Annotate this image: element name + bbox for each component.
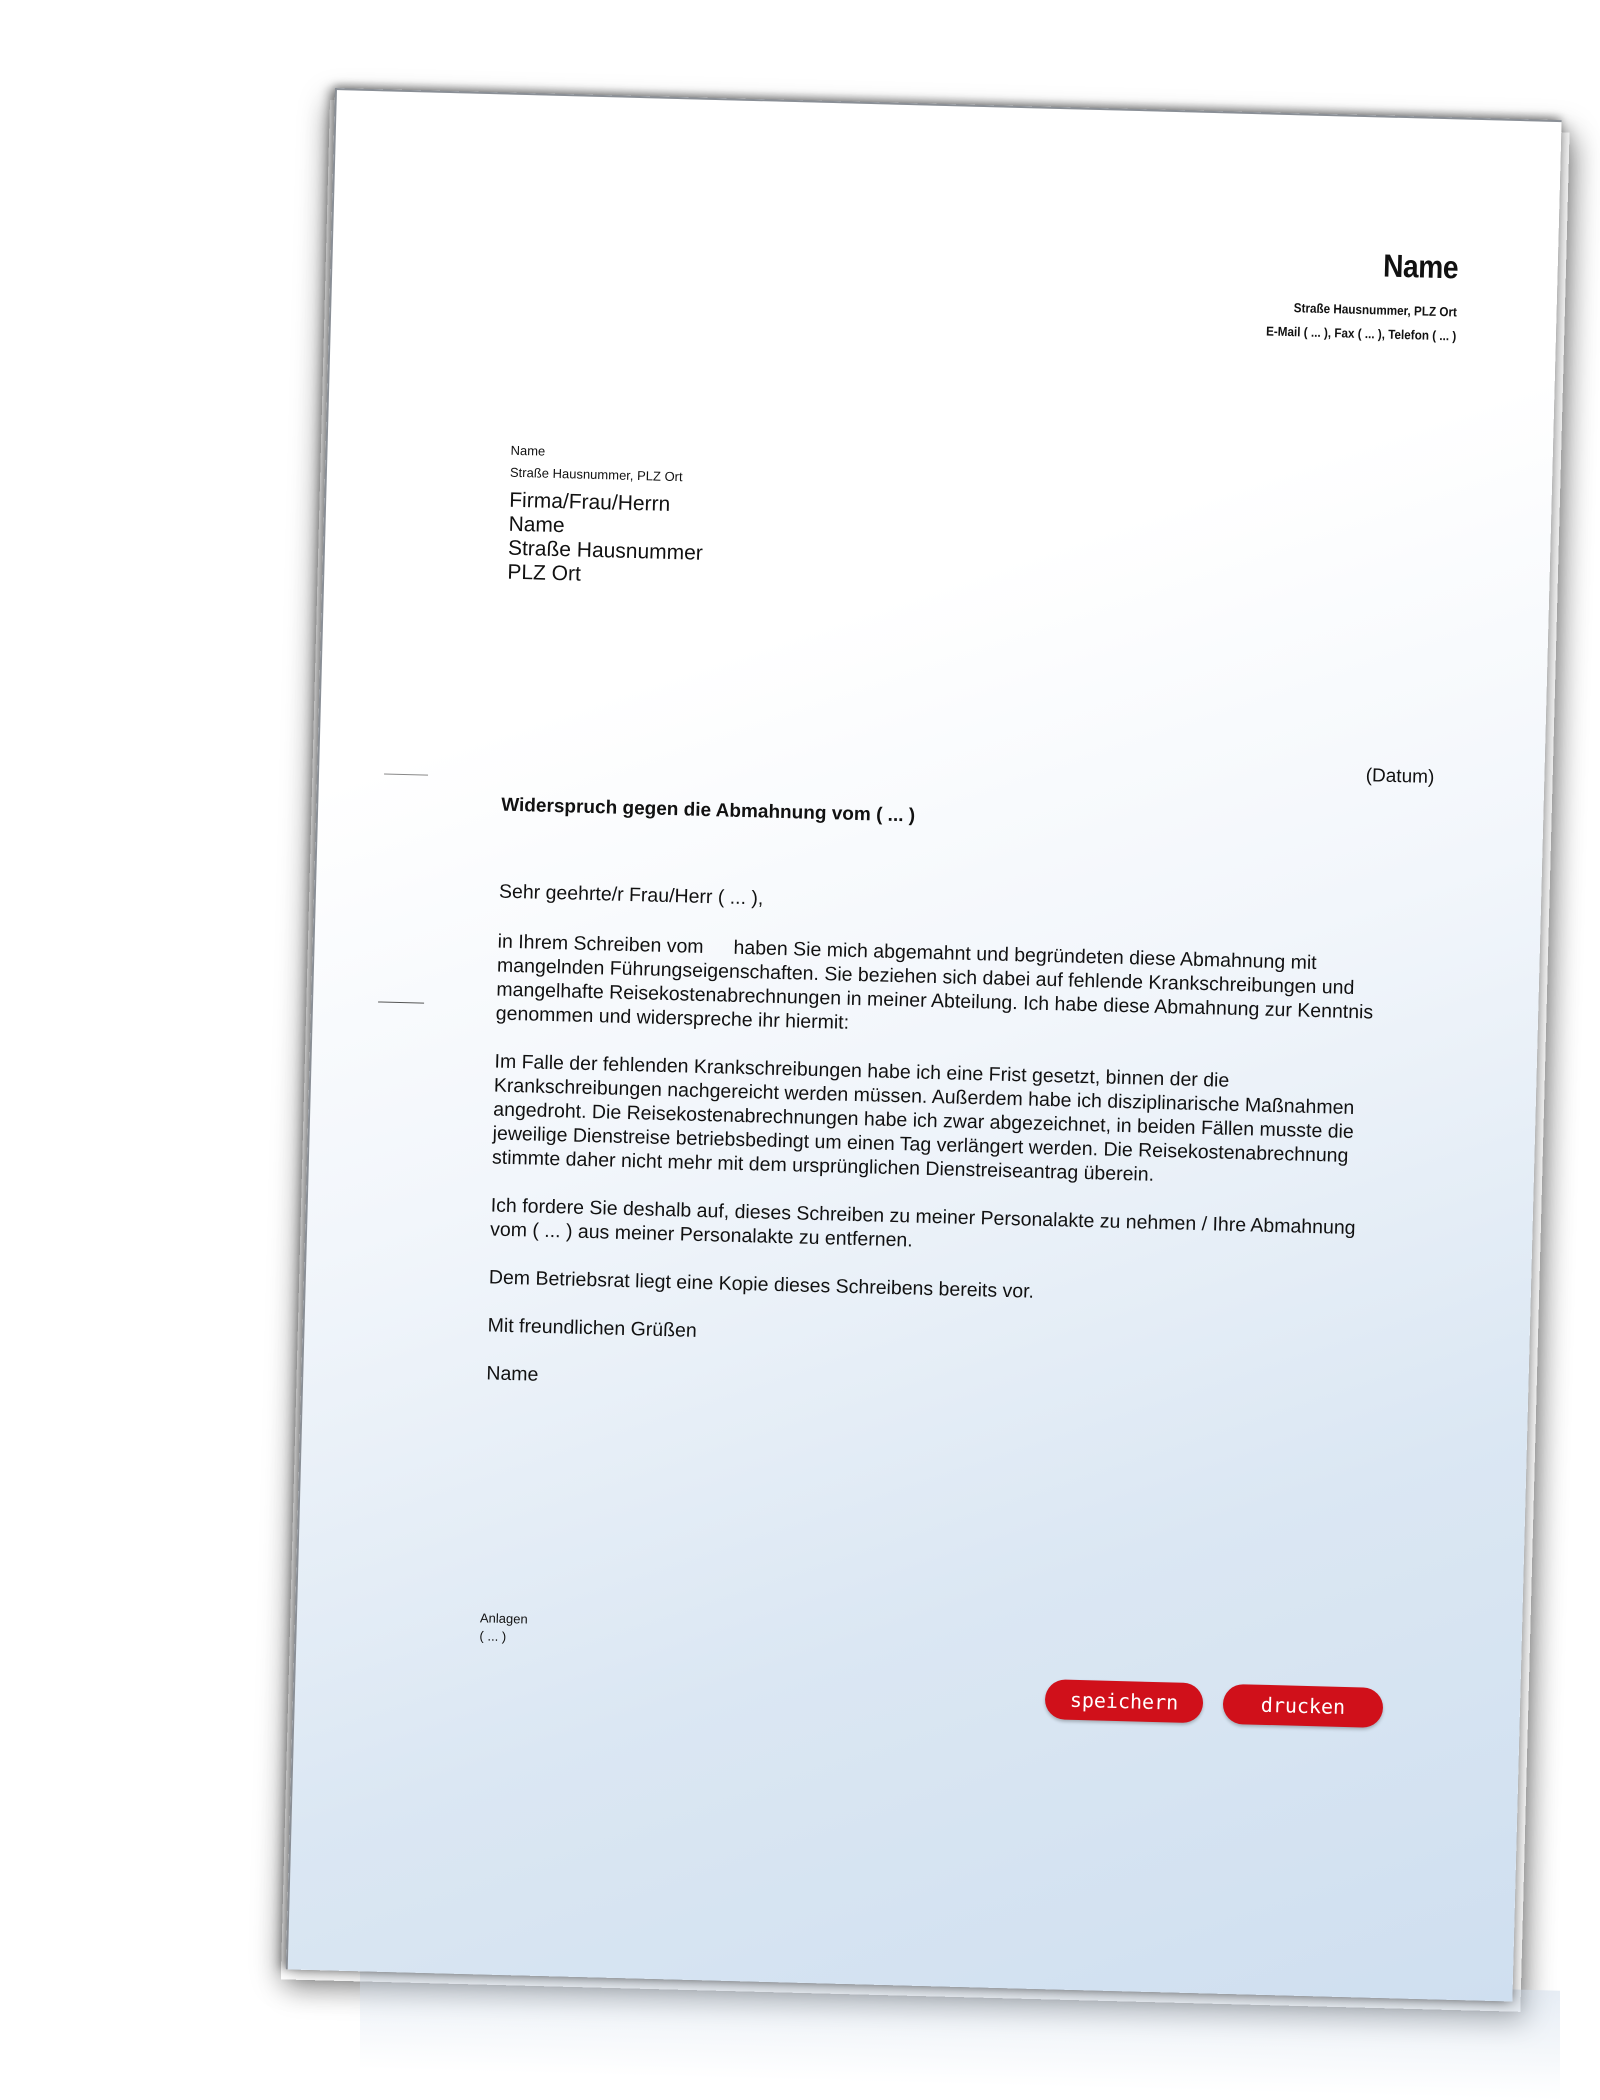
fold-mark-middle bbox=[378, 1001, 424, 1003]
fold-mark-top bbox=[384, 774, 428, 776]
sender-block bbox=[1244, 244, 1458, 348]
paragraph-3: Ich fordere Sie deshalb auf, dieses Schreiben zu meiner Personalakte zu nehmen / Ihre Abmahnung vom ( ... ) aus meiner Personalakte zu entfernen. bbox=[489, 1194, 1356, 1252]
print-button[interactable]: drucken bbox=[1222, 1684, 1383, 1728]
letter-subject: Widerspruch gegen die Abmahnung vom ( ... ) bbox=[501, 794, 916, 827]
attachments-label: Anlagen bbox=[479, 1610, 528, 1627]
recipient-line-3: Straße Hausnummer bbox=[507, 536, 704, 565]
letter-date: (Datum) bbox=[1365, 765, 1435, 789]
recipient-line-1: Firma/Frau/Herrn bbox=[508, 488, 671, 516]
paragraph-4: Dem Betriebsrat liegt eine Kopie dieses Schreibens bereits vor. bbox=[488, 1266, 1035, 1303]
save-button[interactable]: speichern bbox=[1045, 1679, 1204, 1723]
attachments bbox=[479, 1609, 528, 1646]
letter-body bbox=[485, 880, 1379, 1433]
sender-address: Straße Hausnummer, PLZ Ort bbox=[1293, 300, 1457, 320]
sender-contact: E-Mail ( ... ), Fax ( ... ), Telefon ( ... ) bbox=[1265, 323, 1457, 344]
letter-sheet bbox=[286, 88, 1562, 2001]
signature: Name bbox=[486, 1362, 539, 1386]
paragraph-1-rest: haben Sie mich abgemahnt und begründeten diese Abmahnung mit mangelnden Führungseigenschaften. Sie beziehen sich dabei auf fehlende Krankschreibungen und mangelhafte Reisekostenabrechnungen in meiner Abteilung. Ich habe diese Abmahnung zur Kenntnis genommen und widerspreche ihr hiermit: bbox=[495, 936, 1374, 1034]
paragraph-2: Im Falle der fehlenden Krankschreibungen habe ich eine Frist gesetzt, binnen der die Krankschreibungen nachgereicht werden müssen. Außerdem habe ich disziplinarische Maßnahmen angedroht. Die Reisekostenabrechnungen habe ich zwar abgezeichnet, in beiden Fällen musste die jeweilige Dienstreise betriebsbedingt um einen Tag verlängert werden. Die Reisekostenabrechnung stimmte daher nicht mehr mit dem ursprünglichen Dienstreiseantrag überein. bbox=[491, 1050, 1355, 1186]
return-address bbox=[510, 440, 684, 489]
recipient-line-4: PLZ Ort bbox=[507, 560, 582, 586]
attachments-value: ( ... ) bbox=[479, 1628, 507, 1645]
paragraph-1-start: in Ihrem Schreiben vom bbox=[497, 930, 704, 958]
recipient-line-2: Name bbox=[508, 512, 565, 538]
sender-name: Name bbox=[1382, 247, 1459, 286]
return-address-name: Name bbox=[510, 442, 546, 459]
recipient-block bbox=[507, 489, 704, 590]
closing: Mit freundlichen Grüßen bbox=[487, 1314, 698, 1342]
salutation: Sehr geehrte/r Frau/Herr ( ... ), bbox=[498, 880, 764, 910]
return-address-street: Straße Hausnummer, PLZ Ort bbox=[509, 464, 683, 485]
paragraph-1 bbox=[496, 930, 1378, 1049]
